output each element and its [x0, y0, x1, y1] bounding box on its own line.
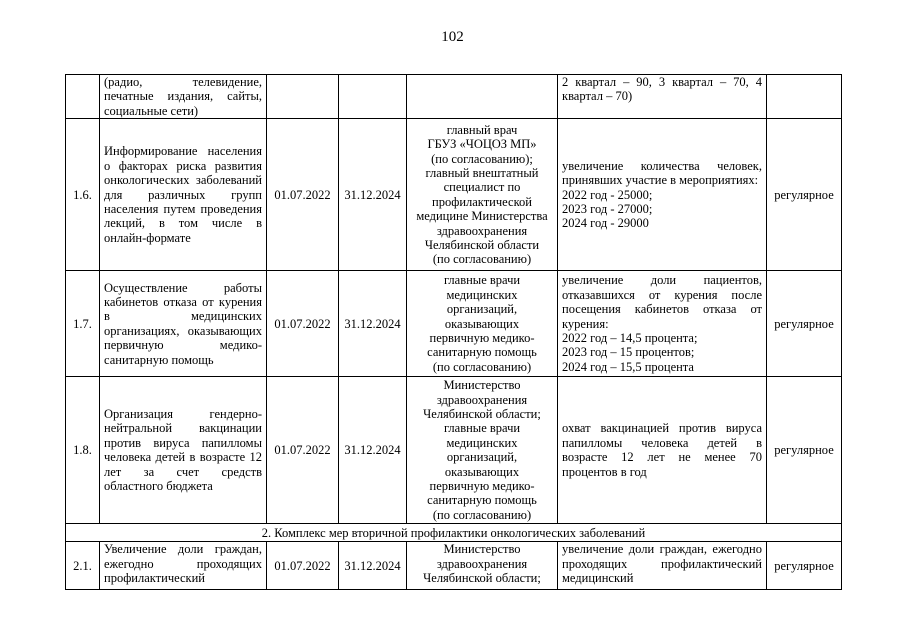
responsible-line: организаций,: [446, 302, 518, 317]
responsible-cell: [407, 271, 558, 377]
measures-table: [65, 74, 842, 590]
responsible-line: Челябинской области: [424, 237, 540, 252]
result-line: 2023 год – 15 процентов;: [562, 345, 695, 360]
start-date: 01.07.2022: [267, 542, 339, 590]
responsible-line: Министерство: [443, 542, 521, 557]
measure-name: Увеличение доли граждан, ежегодно проходящих профилактический: [100, 542, 267, 590]
responsible-line: (по согласованию);: [431, 151, 533, 166]
result-line: увеличение количества человек, принявших участие в мероприятиях:: [562, 158, 762, 188]
result-line: 2024 год – 15,5 процента: [562, 359, 694, 374]
end-date: 31.12.2024: [339, 377, 407, 524]
responsible-line: главный внештатный: [425, 165, 539, 180]
result-line: увеличение доли граждан, ежегодно проходящих профилактический медицинский: [562, 542, 762, 586]
table-row: [66, 542, 842, 590]
responsible-line: главные врачи: [443, 421, 521, 436]
expected-result: [558, 377, 767, 524]
section-title: 2. Комплекс мер вторичной профилактики онкологических заболеваний: [66, 524, 842, 542]
measure-name: Организация гендерно-нейтральной вакцинации против вируса папилломы человека детей в возрасте 12 лет за счет средств областного бюджета: [100, 377, 267, 524]
measure-name: Информирование населения о факторах риска развития онкологических заболеваний для различных групп населения путем проведения лекций, в том числе в онлайн-формате: [100, 119, 267, 271]
responsible-line: (по согласованию): [432, 252, 532, 267]
start-date: 01.07.2022: [267, 271, 339, 377]
responsible-cell: [407, 542, 558, 590]
responsible-line: первичную медико-: [429, 330, 535, 345]
responsible-cell: [407, 75, 558, 119]
result-line: 2 квартал – 90, 3 квартал – 70, 4 квартал – 70): [562, 75, 762, 104]
result-line: 2023 год - 27000;: [562, 201, 653, 216]
expected-result: [558, 542, 767, 590]
result-line: охват вакцинацией против вируса папилломы человека детей в возрасте 12 лет не менее 70 процентов в год: [562, 421, 762, 479]
responsible-line: здравоохранения: [436, 392, 528, 407]
start-date: 01.07.2022: [267, 119, 339, 271]
responsible-line: ГБУЗ «ЧОЦОЗ МП»: [427, 137, 537, 152]
row-number: 1.6.: [66, 119, 100, 271]
measure-type: регулярное: [767, 119, 842, 271]
table-row: [66, 75, 842, 119]
expected-result: [558, 75, 767, 119]
responsible-line: организаций,: [446, 450, 518, 465]
measure-type: регулярное: [767, 271, 842, 377]
responsible-line: (по согласованию): [432, 359, 532, 374]
responsible-line: Челябинской области;: [423, 407, 541, 421]
measure-name: Осуществление работы кабинетов отказа от курения в медицинских организациях, оказывающих первичную медико-санитарную помощь: [100, 271, 267, 377]
page-number: 102: [441, 29, 464, 45]
table-row: [66, 377, 842, 524]
end-date: 31.12.2024: [339, 542, 407, 590]
end-date: [339, 75, 407, 119]
responsible-line: специалист по: [443, 180, 521, 195]
table-row: [66, 271, 842, 377]
measure-type: регулярное: [767, 377, 842, 524]
row-number: [66, 75, 100, 119]
result-line: 2022 год - 25000;: [562, 187, 653, 202]
expected-result: [558, 119, 767, 271]
responsible-line: первичную медико-: [429, 479, 535, 494]
result-line: 2024 год - 29000: [562, 216, 649, 231]
responsible-line: Челябинской области;: [423, 571, 541, 586]
responsible-line: профилактической: [432, 194, 532, 209]
responsible-line: (по согласованию): [432, 507, 532, 522]
start-date: [267, 75, 339, 119]
measure-name: (радио, телевидение, печатные издания, сайты, социальные сети): [100, 75, 267, 119]
responsible-line: главный врач: [446, 122, 518, 137]
responsible-line: медицинских: [446, 287, 518, 302]
responsible-cell: [407, 377, 558, 524]
responsible-line: санитарную помощь: [427, 493, 537, 508]
row-number: 2.1.: [66, 542, 100, 590]
expected-result: [558, 271, 767, 377]
responsible-cell: [407, 119, 558, 271]
end-date: 31.12.2024: [339, 119, 407, 271]
responsible-line: медицинских: [446, 435, 518, 450]
responsible-line: оказывающих: [444, 316, 520, 331]
start-date: 01.07.2022: [267, 377, 339, 524]
end-date: 31.12.2024: [339, 271, 407, 377]
measure-type: [767, 75, 842, 119]
responsible-line: здравоохранения: [436, 556, 528, 571]
section-row: [66, 524, 842, 542]
row-number: 1.8.: [66, 377, 100, 524]
responsible-line: главные врачи: [443, 273, 521, 288]
table-row: [66, 119, 842, 271]
result-line: 2022 год – 14,5 процента;: [562, 330, 698, 345]
measure-type: регулярное: [767, 542, 842, 590]
responsible-line: санитарную помощь: [427, 345, 537, 360]
responsible-line: Министерство: [443, 378, 521, 393]
responsible-line: оказывающих: [444, 464, 520, 479]
responsible-line: медицине Министерства: [416, 209, 548, 224]
responsible-line: здравоохранения: [436, 223, 528, 238]
row-number: 1.7.: [66, 271, 100, 377]
result-line: увеличение доли пациентов, отказавшихся от курения после посещения кабинетов отказа от курения:: [562, 273, 762, 331]
